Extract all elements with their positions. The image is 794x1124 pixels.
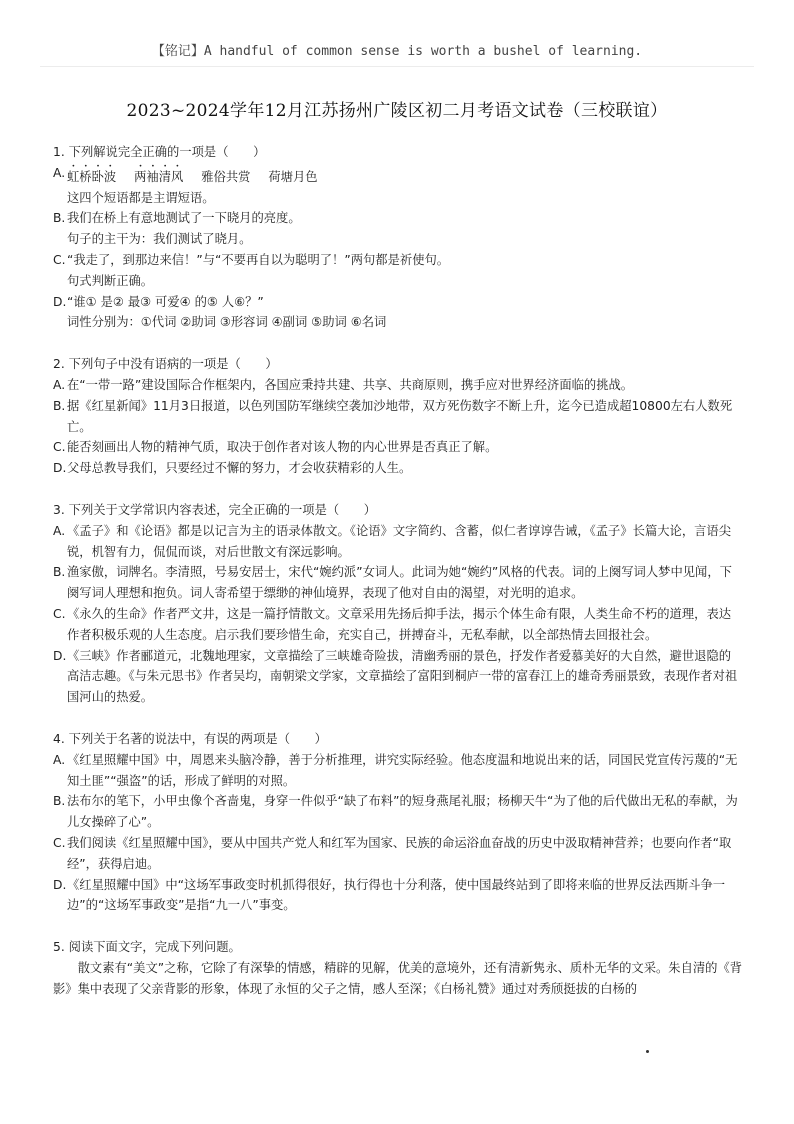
phrase-3: 雅俗共赏 (201, 169, 251, 184)
option-letter: A. (53, 523, 66, 538)
question-2-option-a (53, 375, 743, 396)
option-letter: B. (53, 794, 66, 809)
question-1-option-b (53, 208, 743, 229)
option-c-text: 我们阅读《红星照耀中国》，要从中国共产党人和红军为国家、民族的命运浴血奋战的历史中汲取精神营养；也要向作者“取经”，获得启迪。 (67, 835, 732, 871)
question-3-stem: 3. 下列关于文学常识内容表述，完全正确的一项是（ ） (53, 502, 377, 517)
question-1-option-c (53, 250, 743, 271)
option-letter: C. (53, 606, 66, 621)
stray-dot-mark (646, 1050, 649, 1053)
option-c-text: 《永久的生命》作者严文井，这是一篇抒情散文。文章采用先扬后抑手法，揭示个体生命有限，人类生命不朽的道理，表达作者积极乐观的人生态度。启示我们要珍惜生命，充实自己，拼搏奋斗，无私奉献，以全部热情去回报社会。 (67, 606, 732, 642)
option-letter: B. (53, 565, 66, 580)
option-b-text: 法布尔的笔下，小甲虫像个吝啬鬼，身穿一件似乎“缺了布料”的短身燕尾礼服；杨柳天牛“为了他的后代做出无私的奉献，为儿女操碎了心”。 (67, 794, 738, 830)
option-a-note: 这四个短语都是主谓短语。 (67, 190, 215, 205)
option-a-text: 《孟子》和《论语》都是以记言为主的语录体散文。《论语》文字简约、含蓄，似仁者谆谆告诫，《孟子》长篇大论，言语尖锐，机智有力，侃侃而谈，对后世散文有深远影响。 (67, 523, 732, 559)
question-5 (53, 937, 743, 999)
question-3-option-b (53, 562, 743, 604)
question-1-option-d (53, 292, 743, 313)
option-letter: D. (53, 877, 67, 892)
option-letter: A. (53, 165, 66, 180)
option-a-text: 《红星照耀中国》中，周恩来头脑冷静，善于分析推理，讲究实际经验。他态度温和地说出来的话，同国民党宣传污蔑的“无知土匪”“强盗”的话，形成了鲜明的对照。 (67, 752, 738, 788)
question-4-option-d (53, 875, 743, 917)
question-2-option-b (53, 396, 743, 438)
option-b-text: 渔家傲，词牌名。李清照，号易安居士，宋代“婉约派”女词人。此词为她“婉约”风格的代表。词的上阕写词人梦中见闻，下阕写词人理想和抱负。词人寄希望于缥缈的神仙境界，表现了他对自由的渴望，对光明的追求。 (67, 565, 732, 601)
option-letter: C. (53, 440, 66, 455)
question-4 (53, 729, 743, 916)
question-3-option-c (53, 604, 743, 646)
phrase-1: 虹桥卧波 (67, 169, 117, 184)
question-4-option-c (53, 833, 743, 875)
option-b-text: 我们在桥上有意地测试了一下晓月的亮度。 (67, 211, 301, 226)
header-divider (40, 66, 754, 67)
option-c-text: 能否刻画出人物的精神气质，取决于创作者对该人物的内心世界是否真正了解。 (67, 440, 498, 455)
option-a-text: 在“一带一路”建设国际合作框架内，各国应秉持共建、共享、共商原则，携手应对世界经济面临的挑战。 (67, 377, 634, 392)
question-1-stem: 1. 下列解说完全正确的一项是（ ） (53, 145, 266, 159)
option-letter: D. (53, 294, 67, 309)
question-3-option-d (53, 646, 743, 708)
option-letter: C. (53, 835, 66, 850)
question-5-stem: 5. 阅读下面文字，完成下列问题。 (53, 940, 241, 955)
question-5-passage: 散文素有“美文”之称，它除了有深挚的情感，精辟的见解，优美的意境外，还有清新隽永、质朴无华的文采。朱自清的《背影》集中表现了父亲背影的形象，体现了永恒的父子之情，感人至深；《白杨礼赞》通过对秀颀挺拔的白杨的 (53, 960, 743, 996)
question-4-option-a (53, 750, 743, 792)
option-d-text: 《三峡》作者郦道元，北魏地理家，文章描绘了三峡雄奇险拔，清幽秀丽的景色，抒发作者爱慕美好的大自然，避世退隐的高洁志趣。《与朱元思书》作者吴均，南朝梁文学家，文章描绘了富阳到桐庐一带的富春江上的雄奇秀丽景致，表现作者对祖国河山的热爱。 (67, 648, 738, 705)
option-b-text: 据《红星新闻》11月3日报道，以色列国防军继续空袭加沙地带，双方死伤数字不断上升，迄今已造成超10800左右人数死亡。 (67, 398, 733, 434)
question-2-stem: 2. 下列句子中没有语病的一项是（ ） (53, 357, 278, 372)
question-2-option-c (53, 437, 743, 458)
question-3-option-a (53, 521, 743, 563)
phrase-4: 荷塘月色 (268, 169, 318, 184)
option-a-phrases (67, 170, 332, 184)
option-d-text: 父母总教导我们，只要经过不懈的努力，才会收获精彩的人生。 (67, 461, 412, 476)
option-letter: D. (53, 648, 67, 663)
exam-title: 2023~2024学年12月江苏扬州广陵区初二月考语文试卷（三校联谊） (126, 101, 668, 121)
option-letter: C. (53, 252, 66, 267)
option-letter: B. (53, 398, 66, 413)
question-2 (53, 354, 743, 479)
option-d-note: 词性分别为：①代词 ②助词 ③形容词 ④副词 ⑤助词 ⑥名词 (67, 315, 387, 330)
option-letter: B. (53, 211, 66, 226)
option-d-text: “谁① 是② 最③ 可爱④ 的⑤ 人⑥？” (67, 294, 264, 309)
question-3 (53, 500, 743, 708)
option-letter: A. (53, 377, 66, 392)
question-2-option-d (53, 458, 743, 479)
question-1 (53, 142, 743, 333)
question-1-option-a (53, 163, 743, 188)
option-c-note: 句式判断正确。 (67, 273, 154, 288)
question-4-stem: 4. 下列关于名著的说法中，有误的两项是（ ） (53, 731, 327, 746)
exam-body (53, 142, 743, 1020)
question-4-option-b (53, 791, 743, 833)
option-d-text: 《红星照耀中国》中“这场军事政变时机抓得很好，执行得也十分利落，使中国最终站到了即将来临的世界反法西斯斗争一边”的“这场军事政变”是指“九一八”事变。 (67, 877, 726, 913)
option-letter: A. (53, 752, 66, 767)
page-header-motto: 【铭记】A handful of common sense is worth a bushel of learning. (151, 44, 643, 59)
option-c-text: “我走了，到那边来信！”与“不要再自以为聪明了！”两句都是祈使句。 (67, 252, 450, 267)
option-b-note: 句子的主干为：我们测试了晓月。 (67, 232, 252, 247)
option-letter: D. (53, 461, 67, 476)
phrase-2: 两袖清风 (134, 169, 184, 184)
